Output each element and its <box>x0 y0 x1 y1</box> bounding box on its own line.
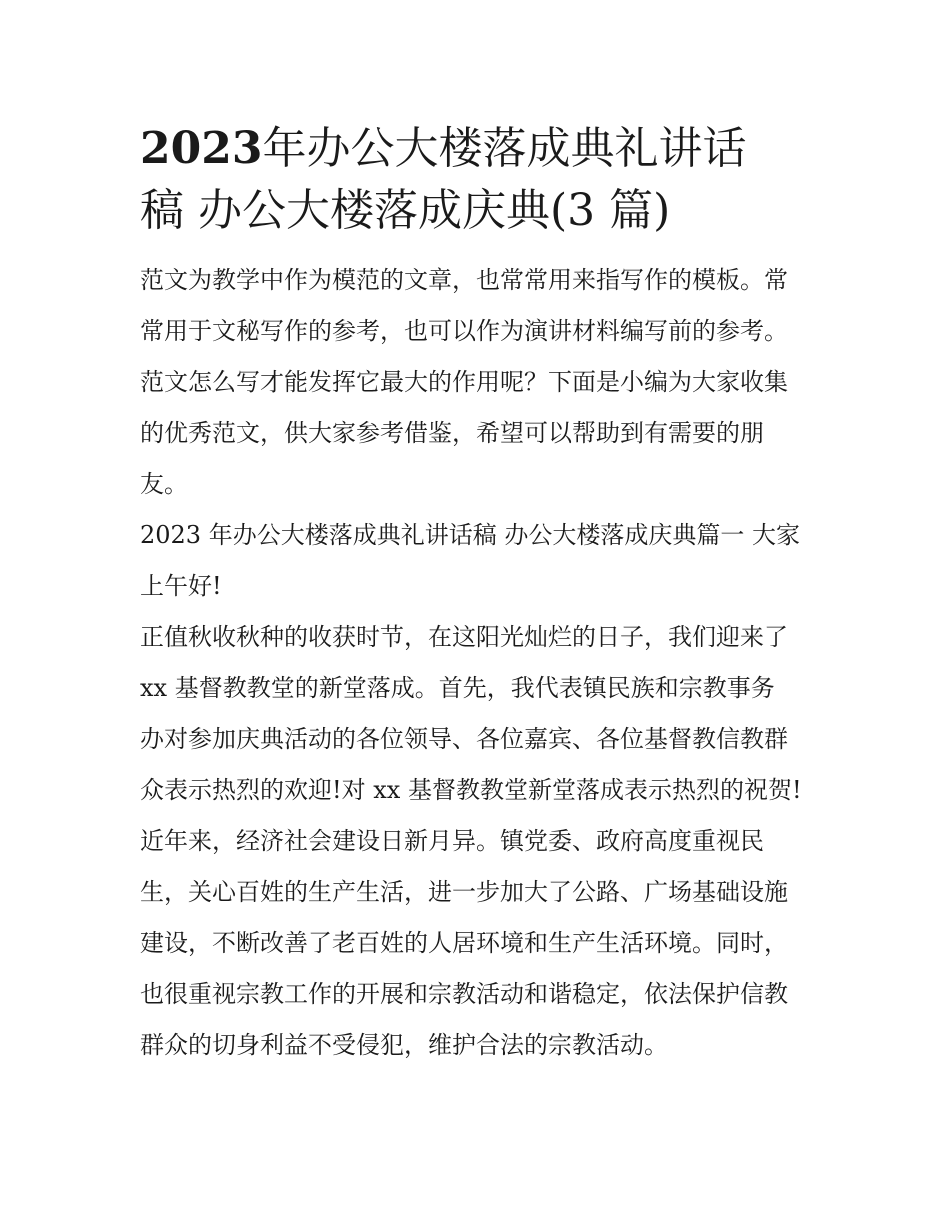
body-line: 近年来，经济社会建设日新月异。镇党委、政府高度重视民 <box>140 827 764 855</box>
title-line-1-text: 年办公大楼落成典礼讲话 <box>262 123 747 174</box>
body-line: 建设，不断改善了老百姓的人居环境和生产生活环境。同时， <box>140 929 788 957</box>
body-line: 也很重视宗教工作的开展和宗教活动和谐稳定，依法保护信教 <box>140 980 788 1008</box>
title-line-1 <box>140 118 812 180</box>
intro-line: 的优秀范文，供大家参考借鉴，希望可以帮助到有需要的朋 <box>140 419 764 447</box>
intro-line: 范文怎么写才能发挥它最大的作用呢？下面是小编为大家收集 <box>140 368 788 396</box>
intro-line: 友。 <box>140 470 188 498</box>
body-paragraph <box>140 612 812 1071</box>
intro-line: 范文为教学中作为模范的文章，也常常用来指写作的模板。常 <box>140 266 788 294</box>
document-title <box>140 118 812 242</box>
body-line: 办对参加庆典活动的各位领导、各位嘉宾、各位基督教信教群 <box>140 725 788 753</box>
section-heading-line: 2023 年办公大楼落成典礼讲话稿 办公大楼落成庆典篇一 大家 <box>140 521 800 549</box>
body-line: 众表示热烈的欢迎!对 xx 基督教教堂新堂落成表示热烈的祝贺! <box>140 776 802 804</box>
document-page <box>140 118 812 1071</box>
section-heading <box>140 510 812 612</box>
title-year: 2023 <box>140 123 263 174</box>
body-line: xx 基督教教堂的新堂落成。首先，我代表镇民族和宗教事务 <box>140 674 775 702</box>
body-line: 生，关心百姓的生产生活，进一步加大了公路、广场基础设施 <box>140 878 788 906</box>
intro-line: 常用于文秘写作的参考，也可以作为演讲材料编写前的参考。 <box>140 317 788 345</box>
body-line: 正值秋收秋种的收获时节，在这阳光灿烂的日子，我们迎来了 <box>140 623 788 651</box>
intro-paragraph <box>140 255 812 510</box>
title-line-2: 稿 办公大楼落成庆典(3 篇) <box>140 185 671 236</box>
section-heading-line: 上午好! <box>140 572 222 600</box>
body-line: 群众的切身利益不受侵犯，维护合法的宗教活动。 <box>140 1031 668 1059</box>
